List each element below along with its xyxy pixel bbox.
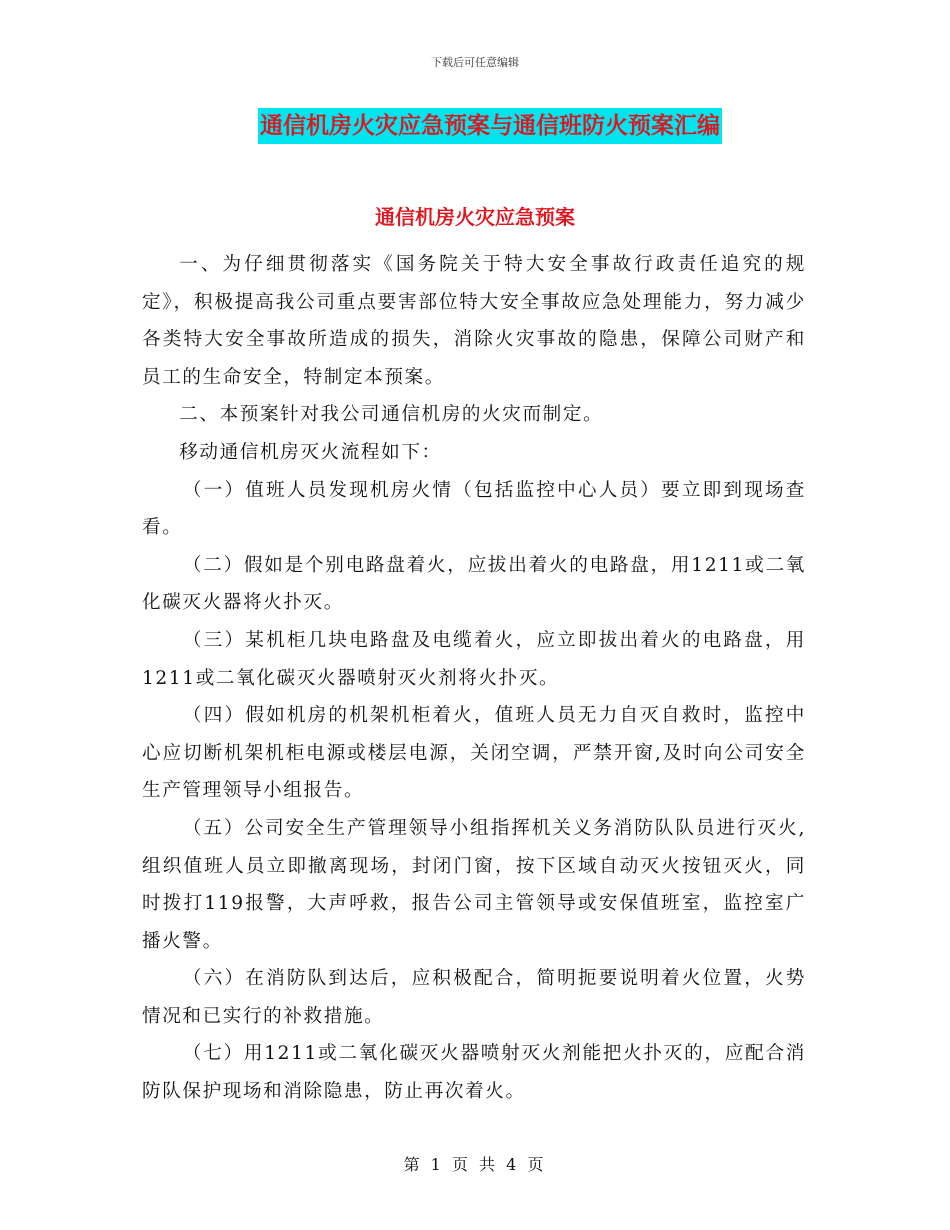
paragraph-3: 移动通信机房灭火流程如下： [179,441,442,463]
section-title: 通信机房火灾应急预案 [375,205,575,229]
paragraph-step-2: （二）假如是个别电路盘着火，应拔出着火的电路盘，用1211或二氧化碳灭火器将火扑灭。 [142,554,806,614]
page-footer: 第 1 页 共 4 页 [403,1155,547,1174]
paragraph-step-6: （六）在消防队到达后，应积极配合，简明扼要说明着火位置，火势情况和已实行的补救措施。 [142,968,806,1027]
document-main-title: 通信机房火灾应急预案与通信班防火预案汇编 [258,108,722,144]
document-body [142,246,806,1111]
paragraph-step-3: （三）某机柜几块电路盘及电缆着火，应立即拔出着火的电路盘，用1211或二氧化碳灭火器喷射灭火剂将火扑灭。 [142,629,806,689]
paragraph-step-7: （七）用1211或二氧化碳灭火器喷射灭火剂能把火扑灭的，应配合消防队保护现场和消除隐患，防止再次着火。 [142,1043,806,1103]
main-title-container [0,108,950,144]
paragraph-1: 一、为仔细贯彻落实《国务院关于特大安全事故行政责任追究的规定》，积极提高我公司重点要害部位特大安全事故应急处理能力，努力减少各类特大安全事故所造成的损失，消除火灾事故的隐患，保障公司财产和员工的生命安全，特制定本预案。 [142,254,806,388]
paragraph-step-4: （四）假如机房的机架机柜着火，值班人员无力自灭自救时，监控中心应切断机架机柜电源或楼层电源，关闭空调，严禁开窗,及时向公司安全生产管理领导小组报告。 [142,705,806,802]
paragraph-step-5: （五）公司安全生产管理领导小组指挥机关义务消防队队员进行灭火,组织值班人员立即撤离现场，封闭门窗，按下区域自动灭火按钮灭火，同时拨打119报警，大声呼救，报告公司主管领导或安保值班室，监控室广播火警。 [142,817,806,952]
paragraph-step-1: （一）值班人员发现机房火情（包括监控中心人员）要立即到现场查看。 [142,479,806,539]
page-header-note: 下载后可任意编辑 [431,56,519,69]
paragraph-2: 二、本预案针对我公司通信机房的火灾而制定。 [179,404,604,426]
